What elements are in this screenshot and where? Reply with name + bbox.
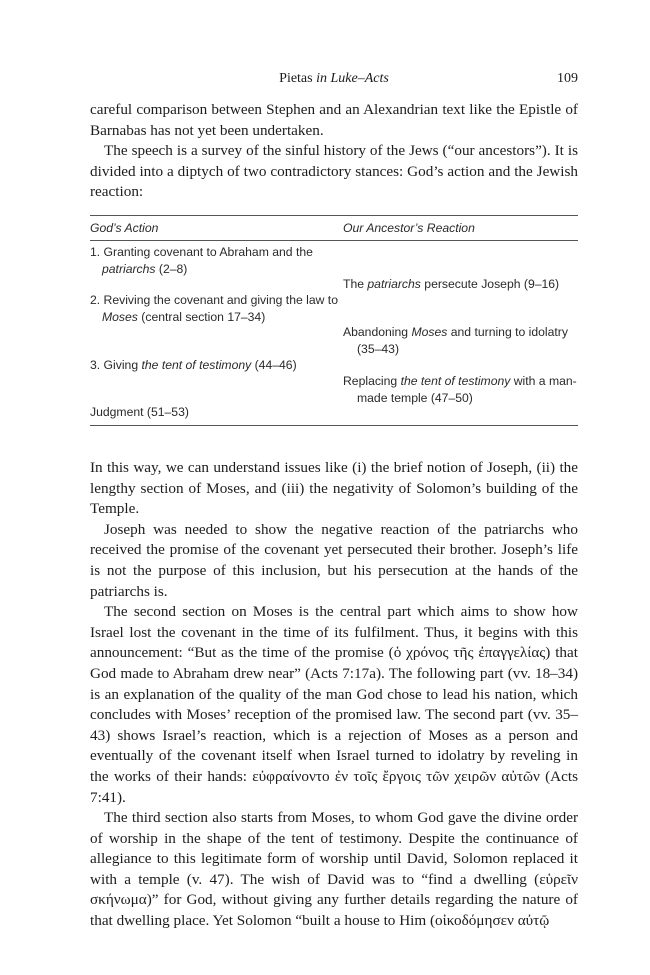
running-title [90, 71, 578, 87]
cell-text: 2. Reviving the covenant and giving the law to [90, 293, 338, 307]
cell-text: 3. Giving [90, 358, 142, 372]
running-title-italic: in Luke–Acts [316, 71, 389, 86]
running-header [90, 71, 578, 89]
cell-text: 1. Granting covenant to Abraham and the [90, 245, 313, 259]
cell-text: with a man-made temple (47–50) [357, 374, 577, 405]
cell-text: (central section 17–34) [137, 309, 266, 324]
table-cell-reaction-2 [343, 324, 593, 357]
cell-text-italic: Moses [102, 309, 138, 324]
table-cell-judgment: Judgment (51–53) [90, 405, 189, 419]
cell-text: and turning to idolatry (35–43) [357, 325, 568, 356]
table-cell-reaction-3 [343, 373, 593, 406]
body-text [90, 458, 578, 932]
cell-text: Replacing [343, 374, 401, 388]
intro-text [90, 100, 578, 203]
cell-text: persecute Joseph (9–16) [420, 277, 560, 291]
table-header-rule [90, 240, 578, 241]
column-header-gods-action: God’s Action [90, 221, 159, 235]
cell-text-italic: patriarchs [102, 261, 156, 276]
column-header-ancestors-reaction: Our Ancestor’s Reaction [343, 221, 475, 235]
table-cell-reaction-1 [343, 276, 579, 293]
cell-text: The [343, 277, 368, 291]
cell-text-italic: Moses [411, 325, 448, 339]
cell-text-italic: the tent of testimony [141, 358, 252, 372]
paragraph: In this way, we can understand issues like (i) the brief notion of Joseph, (ii) the lengthy section of Moses, and (iii) the negativity of Solomon’s building of the Temple. [90, 459, 578, 518]
paragraph: The third section also starts from Moses, to whom God gave the divine order of worship in the shape of the tent of testimony. Despite the continuance of allegiance to this legitimate form of worship until David, Solomon replaced it with a temple (v. 47). The wish of David was to “find a dwelling (εὑρεῖν σκήνωμα)” for God, without giving any further details regarding the nature of that dwelling place. Yet Solomon “built a house to Him (οἰκοδόμησεν αὐτῷ [90, 809, 578, 930]
paragraph: Joseph was needed to show the negative reaction of the patriarchs who received the promise of the covenant yet persecuted their brother. Joseph’s life is not the purpose of this inclusion, but his persecution at the hands of the patriarchs is. [90, 520, 578, 600]
paragraph: The speech is a survey of the sinful history of the Jews (“our ancestors”). It is divided into a diptych of two contradictory stances: God’s action and the Jewish reaction: [90, 142, 578, 201]
table-cell-action-2 [90, 292, 342, 325]
cell-text: (44–46) [251, 358, 297, 372]
table-top-rule [90, 215, 578, 216]
running-title-plain: Pietas [279, 71, 317, 86]
table-cell-action-3 [90, 357, 342, 374]
cell-text: Abandoning [343, 325, 412, 339]
table-bottom-rule [90, 425, 578, 426]
table-cell-action-1 [90, 244, 342, 277]
cell-text-italic: the tent of testimony [400, 374, 511, 388]
paragraph: The second section on Moses is the central part which aims to show how Israel lost the covenant in the time of its fulfilment. Thus, it begins with this announcement: “But as the time of the promise (ὁ χρόνος τῆς ἐπαγγελίας) that God made to Abraham drew near” (Acts 7:17a). The following part (vv. 18–34) is an explanation of the quality of the man God chose to lead his nation, which concludes with Moses’ reception of the promised law. The second part (vv. 35–43) shows Israel’s reaction, which is a rejection of Moses as a person and eventually of the covenant itself when Israel turned to idolatry by reveling in the works of their hands: εὐφραίνοντο ἐν τοῖς ἔργοις τῶν χειρῶν αὐτῶν (Acts 7:41). [90, 603, 578, 806]
paragraph: careful comparison between Stephen and an Alexandrian text like the Epistle of Barnabas has not yet been undertaken. [90, 101, 578, 139]
page-number: 109 [557, 71, 578, 86]
cell-text: (2–8) [155, 261, 188, 276]
cell-text-italic: patriarchs [367, 277, 421, 291]
